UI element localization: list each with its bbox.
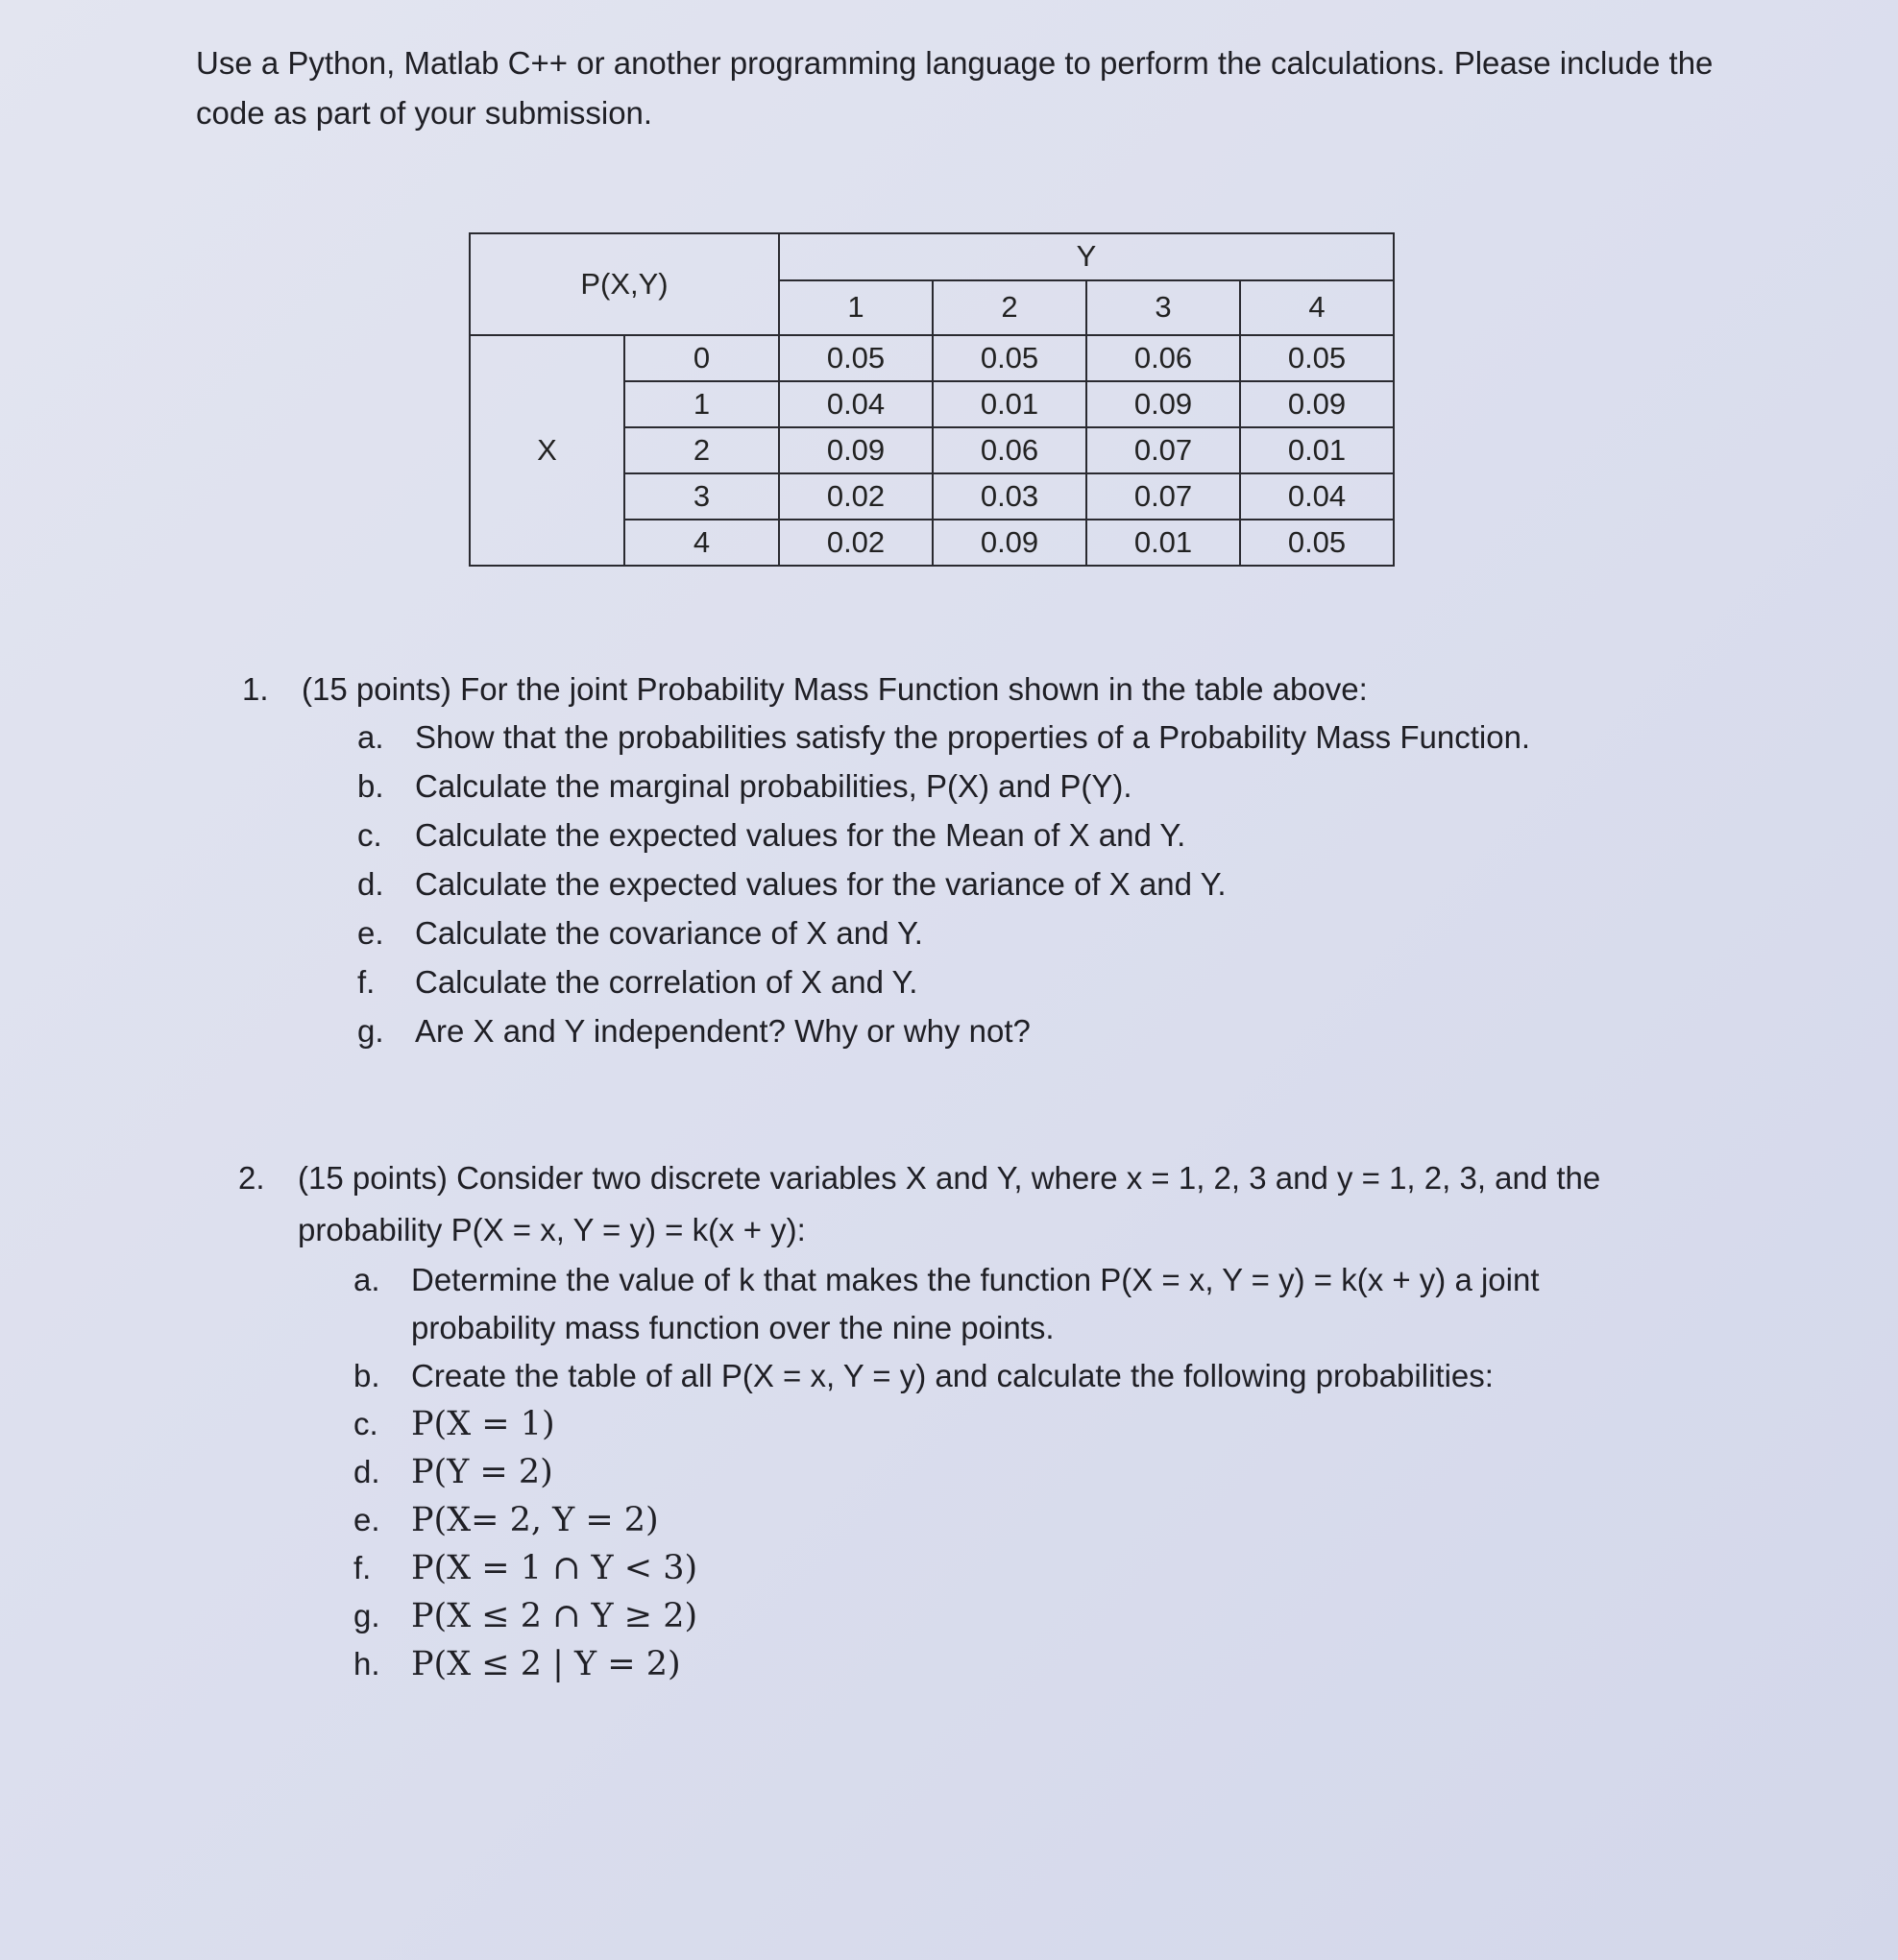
question-1 <box>242 665 1683 1056</box>
probability-cell: 0.06 <box>1086 335 1240 381</box>
probability-cell: 0.09 <box>1240 381 1394 427</box>
item-label: d. <box>353 1454 380 1489</box>
list-item <box>353 1544 1679 1592</box>
item-formula: P(X= 2, Y = 2) <box>411 1501 659 1539</box>
table-corner-label: P(X,Y) <box>470 233 779 335</box>
x-value-header: 2 <box>624 427 779 473</box>
probability-cell: 0.07 <box>1086 473 1240 520</box>
item-formula: P(X ≤ 2 ∩ Y ≥ 2) <box>411 1597 698 1635</box>
item-text: Show that the probabilities satisfy the properties of a Probability Mass Function. <box>415 719 1531 755</box>
probability-cell: 0.01 <box>933 381 1086 427</box>
item-text: Calculate the expected values for the variance of X and Y. <box>415 866 1227 902</box>
list-item <box>353 1640 1679 1688</box>
list-item <box>357 909 1683 958</box>
x-value-header: 4 <box>624 520 779 566</box>
item-text: Calculate the covariance of X and Y. <box>415 915 923 951</box>
x-value-header: 3 <box>624 473 779 520</box>
question-statement: (15 points) For the joint Probability Mass Function shown in the table above: <box>302 671 1368 707</box>
item-label: b. <box>357 768 384 804</box>
list-item <box>353 1592 1679 1640</box>
item-label: e. <box>357 915 384 951</box>
item-text: Create the table of all P(X = x, Y = y) and calculate the following probabilities: <box>411 1358 1494 1393</box>
item-label: h. <box>353 1646 380 1682</box>
item-label: a. <box>357 719 384 755</box>
item-label: c. <box>353 1406 378 1441</box>
item-text: Determine the value of k that makes the function P(X = x, Y = y) = k(x + y) a joint probability mass function over the nine points. <box>411 1262 1540 1345</box>
item-label: b. <box>353 1358 380 1393</box>
list-item <box>357 1007 1683 1056</box>
list-item <box>357 714 1683 762</box>
probability-cell: 0.06 <box>933 427 1086 473</box>
probability-cell: 0.09 <box>1086 381 1240 427</box>
list-item <box>353 1448 1679 1496</box>
list-item <box>357 860 1683 909</box>
item-label: f. <box>357 964 376 1000</box>
list-item <box>353 1496 1679 1544</box>
probability-cell: 0.01 <box>1240 427 1394 473</box>
probability-cell: 0.09 <box>933 520 1086 566</box>
y-value-header: 1 <box>779 280 933 335</box>
instructions-text: Use a Python, Matlab C++ or another programming language to perform the calculations. Please include the code as part of your submission. <box>196 45 1714 131</box>
probability-cell: 0.02 <box>779 520 933 566</box>
item-text: Calculate the marginal probabilities, P(X) and P(Y). <box>415 768 1132 804</box>
list-item <box>353 1352 1679 1400</box>
list-item <box>353 1256 1679 1352</box>
probability-cell: 0.02 <box>779 473 933 520</box>
probability-cell: 0.04 <box>779 381 933 427</box>
question-statement: (15 points) Consider two discrete variables X and Y, where x = 1, 2, 3 and y = 1, 2, 3, and the probability P(X = x, Y = y) = k(x + y): <box>298 1160 1601 1247</box>
question-number: 2. <box>238 1160 265 1196</box>
table-row <box>470 335 1394 381</box>
question-2 <box>238 1152 1679 1688</box>
probability-cell: 0.05 <box>779 335 933 381</box>
item-label: g. <box>353 1598 380 1633</box>
item-text: Are X and Y independent? Why or why not? <box>415 1013 1031 1049</box>
item-formula: P(Y = 2) <box>411 1453 553 1491</box>
item-formula: P(X ≤ 2 | Y = 2) <box>411 1645 681 1683</box>
list-item <box>353 1400 1679 1448</box>
x-axis-label: X <box>470 335 624 566</box>
probability-cell: 0.05 <box>933 335 1086 381</box>
y-value-header: 4 <box>1240 280 1394 335</box>
list-item <box>357 811 1683 860</box>
y-axis-label: Y <box>779 233 1394 280</box>
probability-cell: 0.01 <box>1086 520 1240 566</box>
y-value-header: 2 <box>933 280 1086 335</box>
probability-cell: 0.03 <box>933 473 1086 520</box>
question-number: 1. <box>242 671 269 707</box>
item-label: c. <box>357 817 382 853</box>
item-label: d. <box>357 866 384 902</box>
probability-cell: 0.07 <box>1086 427 1240 473</box>
probability-cell: 0.05 <box>1240 335 1394 381</box>
item-label: a. <box>353 1262 380 1297</box>
x-value-header: 1 <box>624 381 779 427</box>
probability-cell: 0.04 <box>1240 473 1394 520</box>
item-label: g. <box>357 1013 384 1049</box>
item-text: Calculate the correlation of X and Y. <box>415 964 918 1000</box>
item-label: f. <box>353 1550 372 1585</box>
joint-pmf-table <box>469 232 1395 567</box>
probability-cell: 0.09 <box>779 427 933 473</box>
item-formula: P(X = 1 ∩ Y < 3) <box>411 1549 698 1587</box>
probability-cell: 0.05 <box>1240 520 1394 566</box>
item-text: Calculate the expected values for the Mean of X and Y. <box>415 817 1186 853</box>
list-item <box>357 958 1683 1007</box>
list-item <box>357 762 1683 811</box>
item-label: e. <box>353 1502 380 1537</box>
x-value-header: 0 <box>624 335 779 381</box>
y-value-header: 3 <box>1086 280 1240 335</box>
item-formula: P(X = 1) <box>411 1405 555 1443</box>
